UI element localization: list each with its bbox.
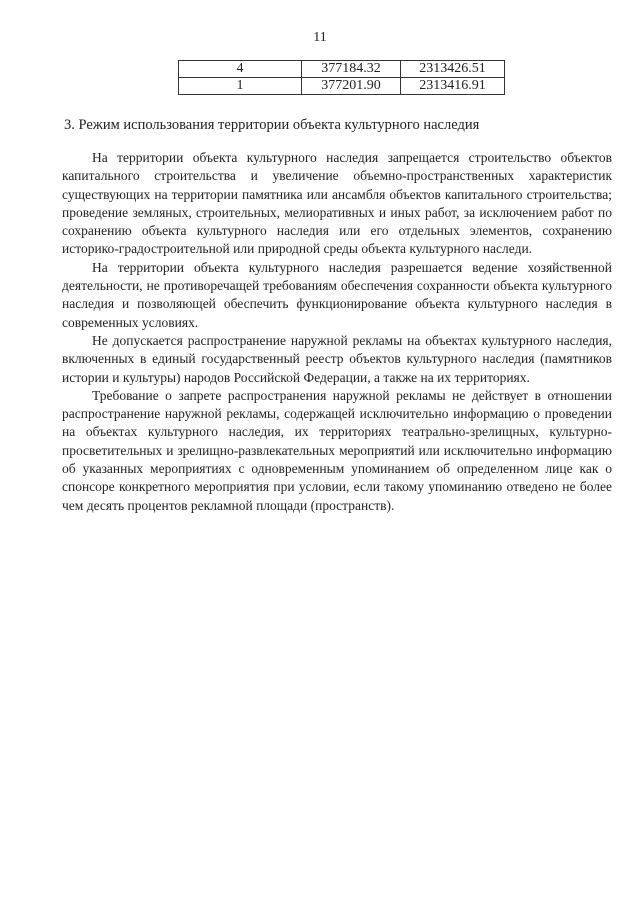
table-cell-x: 377201.90 [302,78,401,95]
coordinates-table [178,60,505,95]
table-cell-point: 4 [179,61,302,78]
table-cell-y: 2313426.51 [401,61,505,78]
table-cell-point: 1 [179,78,302,95]
table-row [179,78,505,95]
paragraph: Требование о запрете распространения наружной рекламы не действует в отношении распространение наружной рекламы, содержащей исключительно информацию о проведении на объектах культурного наследия, их территориях театрально-зрелищных, культурно-просветительных и зрелищно-развлекательных мероприятий или исключительно информацию об указанных мероприятиях с одновременным упоминанием об определенном лице как о спонсоре конкретного мероприятия при условии, если такому упоминанию отведено не более чем десять процентов рекламной площади (пространств). [62,387,612,513]
page-number: 11 [313,30,327,45]
section-body [62,149,612,515]
paragraph: Не допускается распространение наружной рекламы на объектах культурного наследия, включенных в единый государственный реестр объектов культурного наследия (памятников истории и культуры) народов Российской Федерации, а также на их территориях. [62,332,612,385]
table-cell-x: 377184.32 [302,61,401,78]
paragraph: На территории объекта культурного наследия разрешается ведение хозяйственной деятельности, не противоречащей требованиям обеспечения сохранности объекта культурного наследия и позволяющей обеспечить функционирование объекта культурного наследия в современных условиях. [62,259,612,330]
section-heading: 3. Режим использования территории объекта культурного наследия [64,117,480,133]
paragraph: На территории объекта культурного наследия запрещается строительство объектов капитального строительства и увеличение объемно-пространственных характеристик существующих на территории памятника или ансамбля объектов капитального строительства; проведение земляных, строительных, мелиоративных и иных работ, за исключением работ по сохранению объекта культурного наследия или его отдельных элементов, сохранению историко-градостроительной или природной среды объекта культурного наследи. [62,150,612,257]
table-cell-y: 2313416.91 [401,78,505,95]
table-row [179,61,505,78]
